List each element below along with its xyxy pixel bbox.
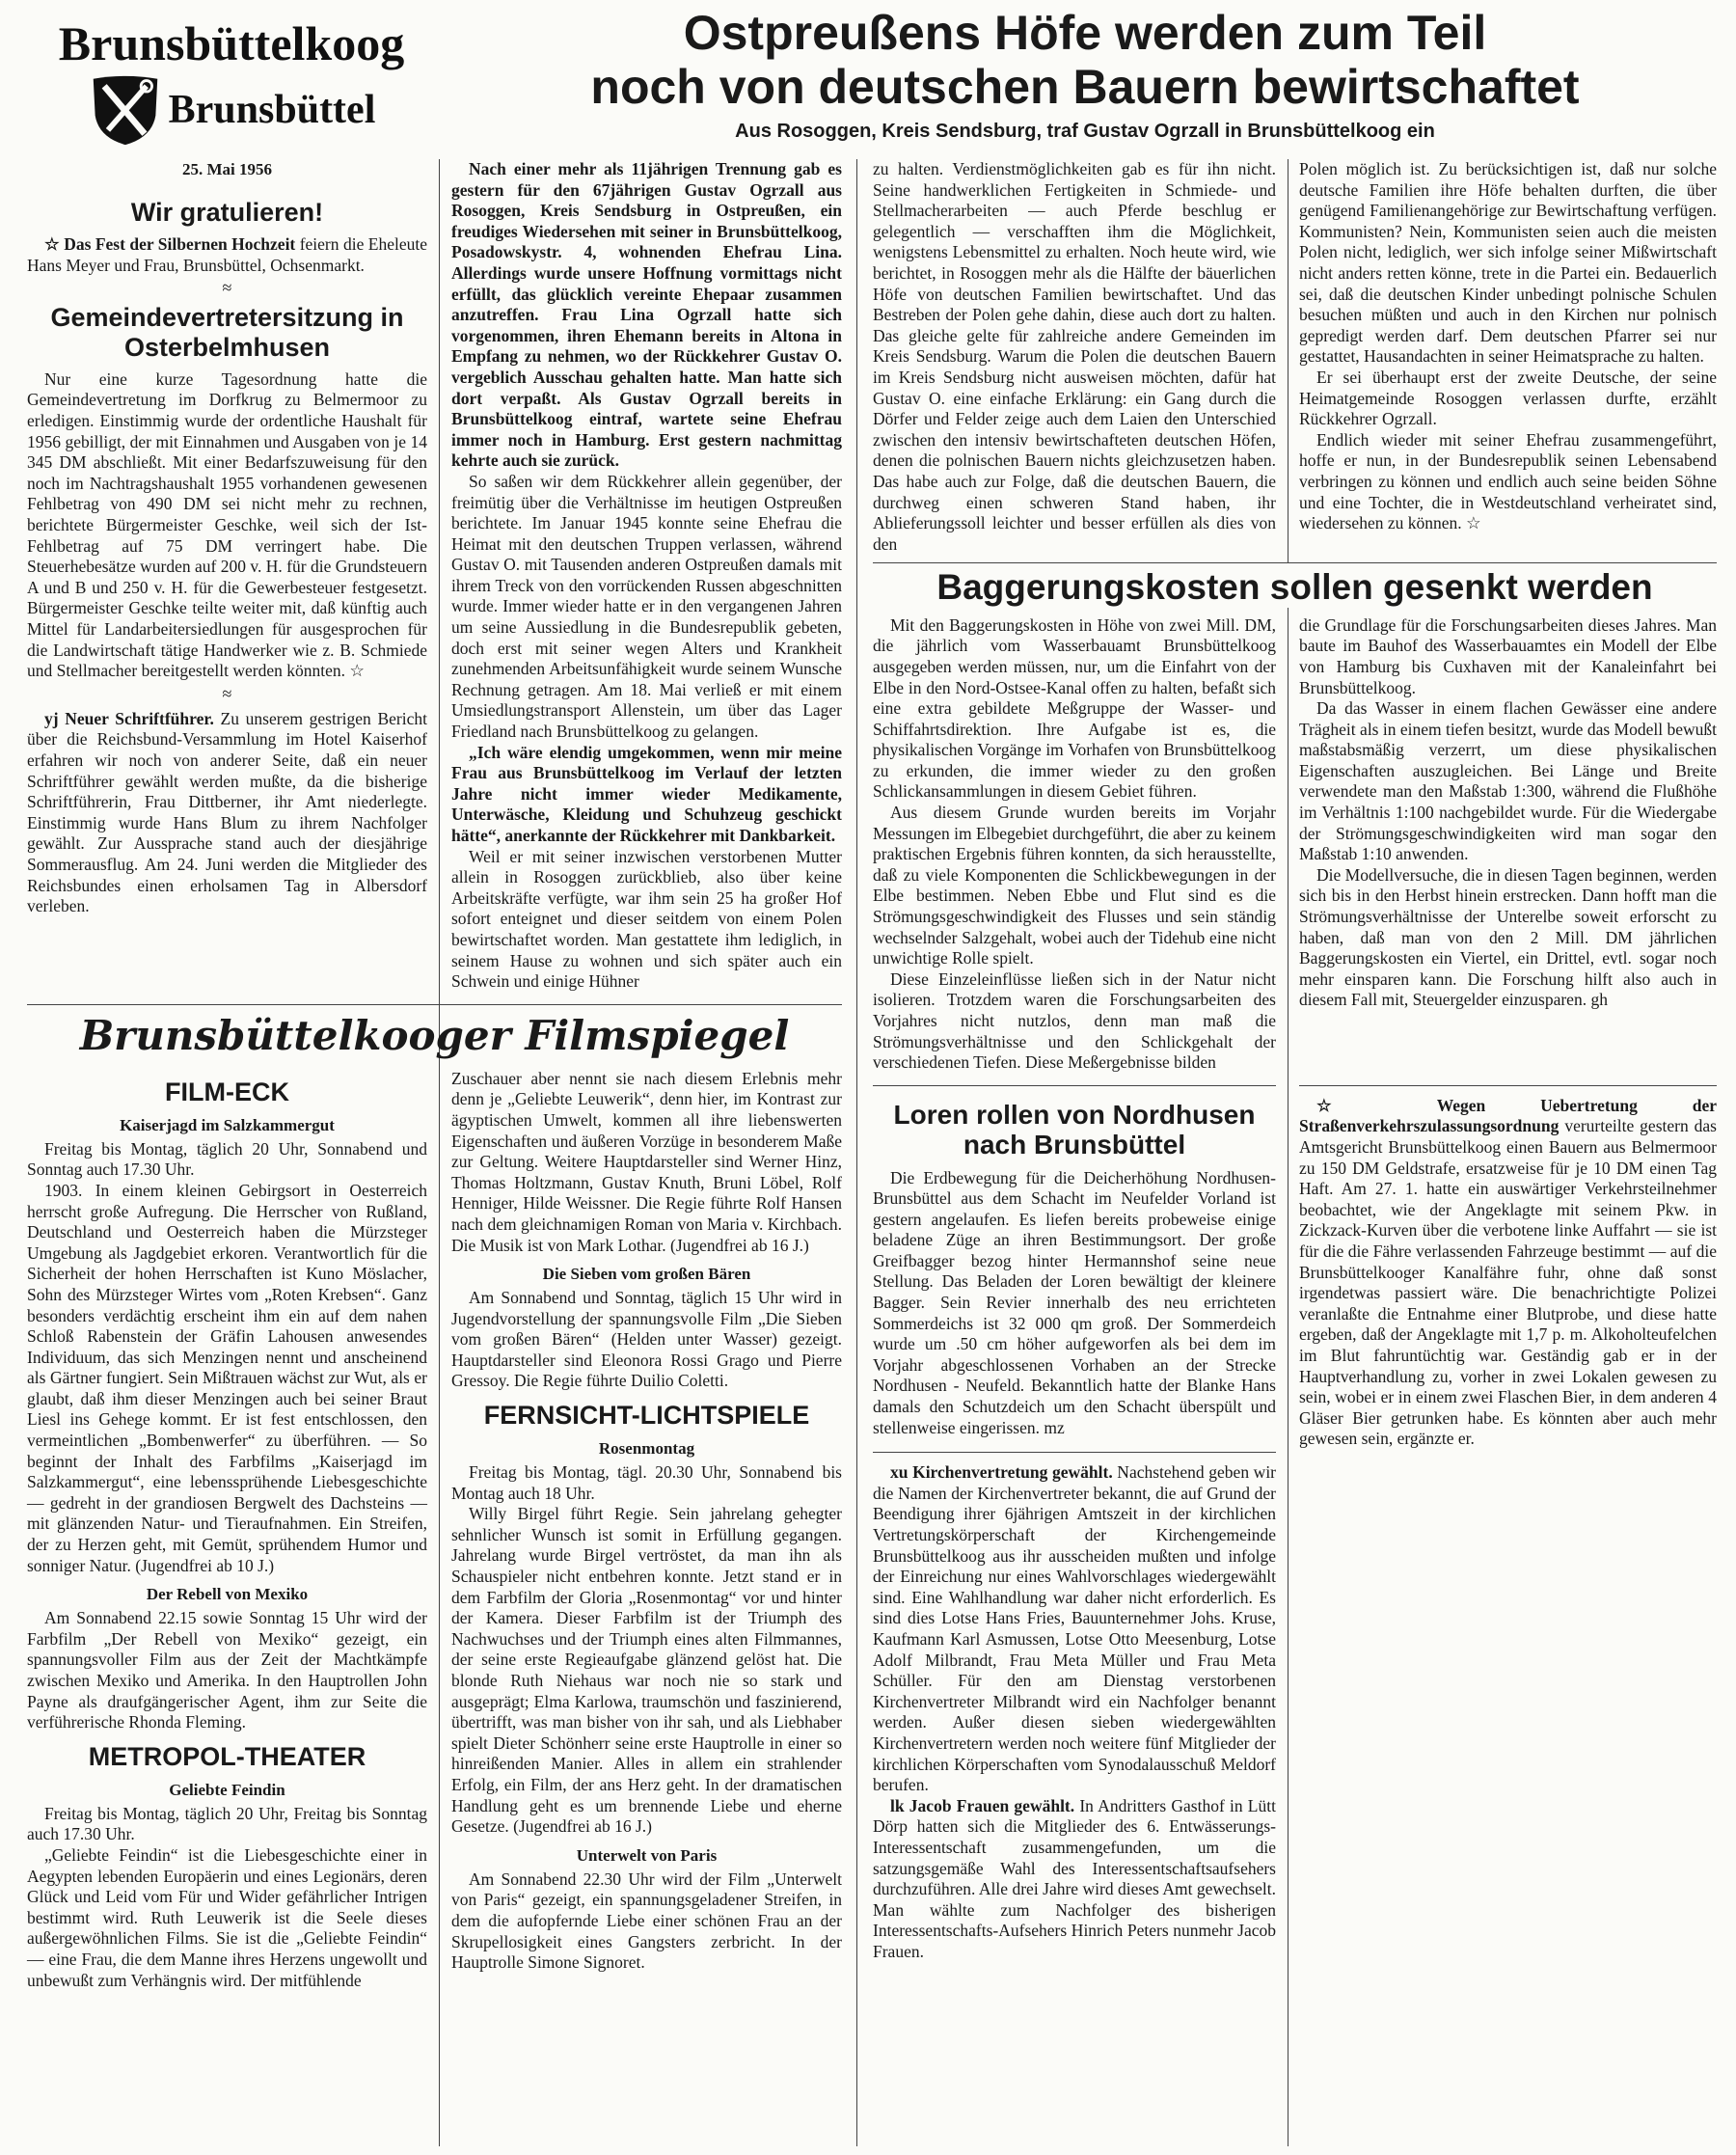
film-description: Am Sonnabend 22.15 sowie Sonntag 15 Uhr wird der Farbfilm „Der Rebell von Mexiko“ gezeigt, ein spannungsvoller Film aus der Zeit der Machtkämpfe zwischen Mexiko und Amerika. In den Hauptrollen John Payne als draufgängerischer Agent, ihm zur Seite die verführerische Rhonda Fleming.: [27, 1608, 427, 1732]
film-description: Am Sonnabend 22.30 Uhr wird der Film „Unterwelt von Paris“ gezeigt, ein spannungsgeladener Streifen, in dem die aufopfernde Liebe einer schönen Frau an der Skrupellosigkeit eines Gangsters zerbricht. In der Hauptrolle Simone Signoret.: [451, 1869, 842, 1973]
masthead-line2: Brunsbüttel: [168, 88, 376, 132]
film-times: Freitag bis Montag, tägl. 20.30 Uhr, Sonnabend bis Montag auch 18 Uhr.: [451, 1462, 842, 1503]
kirche-text: xu Kirchenvertretung gewählt. Nachstehend geben wir die Namen der Kirchenvertreter bekannt, die auf Grund der Beendigung ihrer 6jährigen Amtszeit in der kirchlichen Vertretungskörperschaft der Kirchengemeinde Brunsbüttelkoog aus ihr ausscheiden mußten und infolge der Einreichung nur eines Wahlvorschlages wiedergewählt sind. Eine Wahlhandlung war daher nicht erforderlich. Es sind dies Lotse Hans Fries, Bauunternehmer Johs. Kruse, Kaufmann Karl Asmussen, Lotse Otto Meesenburg, Lotse Adolf Milbrandt, Frau Meta Müller und Frau Meta Schüller. Für den am Dienstag verstorbenen Kirchenvertreter Milbrandt wird ein Nachfolger benannt werden. Außer diesen sieben wiedergewählten Kirchenvertretern werden noch weitere fünf Mitglieder der kirchlichen Körperschaften vom Synodalausschuß Meldorf berufen.: [873, 1462, 1277, 1795]
headline-line2: noch von deutschen Bauern bewirtschaftet: [590, 60, 1580, 114]
column-rule: [856, 159, 857, 2146]
baggerung-paragraph: Aus diesem Grunde wurden bereits im Vorjahr Messungen im Elbegebiet durchgeführt, die aber zu keinem praktischen Ergebnis führen konnten, da sich herausstellte, daß zu viele Komponenten die Schlickbewegungen in der Elbe bestimmen. Neben Ebbe und Flut sind es die Strömungsgeschwindigkeit des Flusses und sein ständig wechselnder Salzgehalt, wobei auch der Tidehub eine nicht unwichtige Rolle spielt.: [873, 803, 1276, 968]
film-description: Am Sonnabend und Sonntag, täglich 15 Uhr wird in Jugendvorstellung der spannungsvolle Film „Die Sieben vom großen Bären“ (Helden unter Wasser) gezeigt. Hauptdarsteller sind Eleonora Rossi Grago und Pierre Gressoy. Die Regie führte Duilio Coletti.: [451, 1288, 842, 1391]
film-description: Willy Birgel führt Regie. Sein jahrelang gehegter sehnlicher Wunsch ist somit in Erfüllung gegangen. Jahrelang wurde Birgel vertröstet, da man ihn als Schauspieler nicht entbehren konnte. Jetzt stand er in dem Farbfilm der Gloria „Rosenmontag“ vor und hinter der Kamera. Dieser Farbfilm ist der Triumph des Nachwuchses und der Triumph eines alten Filmmannes, der seine erste Regieaufgabe glänzend gelöst hat. Die blonde Ruth Niehaus war noch nie so stark und ausgeprägt; Elma Karlowa, traumschön und faszinierend, übertrifft, was man bisher von ihr sah, und als Liebhaber spielt Dieter Schönherr seine erste Hauptrolle in einer so hinreißenden Manier. Alles in allem ein strahlender Erfolg, ein Film, der ans Herz geht. In der dramatischen Handlung geht es um brennende Liebe und eherne Gesetze. (Jugendfrei ab 16 J.): [451, 1504, 842, 1837]
ostpreussen-paragraph: Endlich wieder mit seiner Ehefrau zusammengeführt, hoffe er nun, in der Bundesrepublik seinen Lebensabend verbringen zu können und endlich auch seine beiden Söhne und eine Tochter, die in Westdeutschland verheiratet sind, wiedersehen zu können. ☆: [1299, 429, 1717, 533]
baggerung-col-a: [873, 615, 1276, 1074]
separator: ≈: [222, 278, 232, 298]
baggerung-col-b: [1299, 615, 1717, 1011]
gratulieren-text: ☆ Das Fest der Silbernen Hochzeit feiern die Eheleute Hans Meyer und Frau, Brunsbüttel, Ochsenmarkt.: [27, 234, 427, 275]
main-headline-block: [453, 6, 1717, 143]
headline-subhead: Aus Rosoggen, Kreis Sendsburg, traf Gustav Ogrzall in Brunsbüttelkoog ein: [735, 121, 1435, 142]
baggerung-paragraph: Da das Wasser in einem flachen Gewässer eine andere Trägheit als in einem tiefen besitzt, wurde das Modell bewußt maßstabsmäßig verzerrt, um diese physikalischen Eigenschaften auszugleichen. Bei Länge und Breite verwendete man den Maßstab 1:300, während die Flußhöhe im Verhältnis 1:100 nachgebildet wurde. Für die Wiedergabe der Strömungsgeschwindigkeiten wird man sogar den Maßstab 1:10 anwenden.: [1299, 698, 1717, 864]
ostpreussen-paragraph: So saßen wir dem Rückkehrer allein gegenüber, der freimütig über die Verhältnisse im heutigen Ostpreußen berichtete. Im Januar 1945 konnte seine Ehefrau die Heimat mit den deutschen Truppen verlassen, während Gustav O. mit Tausenden anderen Ostpreußen damals mit ihrem Treck von den vorrückenden Russen abgeschnitten wurde. Immer wieder hatte er in den vergangenen Jahren um seine Aussiedlung in die Bundesrepublik gebeten, doch erst mit seiner wegen Alters und Krankheit zunehmenden Arbeitsunfähigkeit wurde seinem Wunsche Rechnung getragen. Am 18. Mai verließ er mit einem Umsiedlungstransport Allenstein, um über das Lager Friedland nach Brunsbüttelkoog zu gelangen.: [451, 471, 842, 742]
film-description: Zuschauer aber nennt sie nach diesem Erlebnis mehr denn je „Geliebte Leuwerik“, denn hier, im Kontrast zur ägyptischen Umwelt, kommen all ihre liebenswerten Eigenschaften und äußeren Vorzüge in besonderem Maße zur Geltung. Weitere Hauptdarsteller sind Werner Hinz, Thomas Holtzmann, Gustav Knuth, Bruni Löbel, Rolf Henniger, Hilde Weissner. Die Regie führte Rolf Hansen nach dem gleichnamigen Roman von Maria v. Kirchbach. Die Musik ist von Mark Lothar. (Jugendfrei ab 16 J.): [451, 1068, 842, 1255]
film-times: Freitag bis Montag, täglich 20 Uhr, Freitag bis Sonntag auch 17.30 Uhr.: [27, 1803, 427, 1844]
film-title: Unterwelt von Paris: [576, 1845, 718, 1865]
frauen-text: lk Jacob Frauen gewählt. In Andritters Gasthof in Lütt Dörp hatten sich die Mitglieder des 6. Entwässerungs-Interessentschaft zusammengefunden, um die satzungsgemäße Wahl des Interessentschaftsaufsehers durchzuführen. Alle drei Jahre wird dieses Amt gewechselt. Man wählte zum Nachfolger des bisherigen Interessentschafts-Aufsehers Hinrich Peters nunmehr Jacob Frauen.: [873, 1795, 1276, 1961]
masthead: [39, 15, 424, 147]
main-headline: [453, 6, 1717, 114]
column-4-bottom: [1299, 1085, 1717, 1450]
issue-date: 25. Mai 1956: [181, 160, 273, 178]
verkehr-text: ☆ Wegen Uebertretung der Straßenverkehrszulassungsordnung verurteilte gestern das Amtsgericht Brunsbüttelkoog einen Bauern aus Belmermoor zu 150 DM Geldstrafe, ersatzweise für je 10 DM einen Tag Haft. Am 27. 1. hatte ein auswärtiger Verkehrsteilnehmer beobachtet, wie der Angeklagte mit seinem Pkw. in Zickzack-Kurven über die verbotene linke Auffahrt — sie ist für die die Fähre verlassenden Fahrzeuge bestimmt — auf die Brunsbüttelkooger Kanalfähre fuhr, ohne daß sonst irgendetwas passiert wäre. Die benachrichtigte Polizei veranlaßte die Entnahme einer Blutprobe, und diese hatte ergeben, daß der Angeklagte mit 1,7 p. m. Alkoholteufelchen im Blut fahruntüchtig war. Geständig gab er in der Hauptverhandlung zu, vorher in zwei Lokalen gewesen zu sein, wobei er in einem zwei Flaschen Bier, in dem anderen 4 Gläser Bier getrunken habe. Es könnten aber auch mehr gewesen sein, ergänzte er.: [1299, 1095, 1717, 1449]
film-description: „Geliebte Feindin“ ist die Liebesgeschichte einer in Aegypten lebenden Europäerin und eines Legionärs, deren Glück und Leid vom Für und Wider gefährlicher Intrigen bestimmt wird. Ruth Leuwerik ist die Seele dieses außergewöhnlichen Films. Sie ist die „Geliebte Feindin“ — eine Frau, die dem Manne ihres Herzens ungewollt und unbewußt zum Verhängnis wird. Der mitfühlende: [27, 1844, 427, 1990]
film-times: Freitag bis Montag, täglich 20 Uhr, Sonnabend und Sonntag auch 17.30 Uhr.: [27, 1138, 427, 1180]
baggerung-paragraph: Diese Einzeleinflüsse ließen sich in der Natur nicht isolieren. Trotzdem waren die Forschungsarbeiten des Vorjahres nicht nutzlos, denn man maß die Strömungsverhältnisse und den Schlickgehalt der verschiedenen Tiefen. Diese Meßergebnisse bilden: [873, 968, 1276, 1073]
ostpreussen-paragraph: zu halten. Verdienstmöglichkeiten gab es für ihn nicht. Seine handwerklichen Fertigkeiten in Schmiede- und Stellmacherarbeiten — auch Pferde beschlug er gelegentlich — verschafften ihm die Möglichkeit, wenigstens Lebensmittel zu erhalten. Noch heute wird, wie berichtet, in Rosoggen mehr als die Hälfte der bäuerlichen Höfe von deutschen Familien bewirtschaftet. Und das Bestreben der Polen gehe dahin, diese auch dort zu halten. Das gleiche gelte für zahlreiche andere Gemeinden im Kreis Sendsburg. Warum die Polen die deutschen Bauern im Kreis Sendsburg nicht ausweisen möchten, dafür hat Gustav O. eine einfache Erklärung: ein Gang durch die Dörfer und Felder zeige auch dem Laien den Unterschied zwischen den intensiv bewirtschafteten deutschen Höfen, denen die polnischen Bauern nichts gleichzusetzen haben. Das habe auch zur Folge, daß die deutschen Bauern, die durchweg einen schweren Stand haben, ihr Ablieferungssoll leichter und besser erfüllen als dies von den: [873, 159, 1276, 554]
film-title: Rosenmontag: [598, 1439, 695, 1459]
film-title: Die Sieben vom großen Bären: [542, 1265, 751, 1284]
right-bottom-row: [873, 1085, 1717, 1963]
headline-line1: Ostpreußens Höfe werden zum Teil: [683, 6, 1487, 60]
coat-of-arms-icon: [88, 73, 163, 147]
theater-name: FERNSICHT-LICHTSPIELE: [483, 1401, 810, 1431]
masthead-line1: Brunsbüttelkoog: [58, 16, 405, 70]
section-rule: [873, 562, 1717, 607]
ostpreussen-quote: „Ich wäre elendig umgekommen, wenn mir meine Frau aus Brunsbüttelkoog im Verlauf der letzten Jahre nicht immer wieder Medikamente, Unterwäsche, Kleidung und Schuhzeug geschickt hätte“, anerkannte der Rückkehrer mit Dankbarkeit.: [451, 742, 842, 845]
ostpreussen-paragraph: Polen möglich ist. Zu berücksichtigen ist, daß nur solche deutsche Familien ihre Höfe behalten durften, die über genügend Familienangehörige zur Bewirtschaftung verfügen. Kommunisten? Nein, Kommunisten seien auch die meisten Polen nicht, lediglich, wer sich infolge seiner Mißwirtschaft nicht anders retten könne, trete in die Partei ein. Bedauerlich sei, daß die deutschen Kinder unbedingt polnische Schulen besuchen müßten und auch in den Kirchen nur polnisch gepredigt werden darf. Dem deutschen Pfarrer sei nur gestattet, Hausandachten in seiner Heimatsprache zu halten.: [1299, 159, 1717, 367]
left-block: [27, 159, 842, 1991]
left-bottom-row: [27, 1069, 842, 1991]
theater-name: FILM-ECK: [165, 1077, 289, 1106]
film-title: Der Rebell von Mexiko: [146, 1585, 309, 1604]
right-top-row: [873, 159, 1717, 555]
column-1-top: [27, 159, 427, 917]
left-top-row: [27, 159, 842, 993]
column-4-top: [1299, 159, 1717, 534]
loren-heading: Loren rollen von Nordhusen nach Brunsbüttel: [893, 1099, 1256, 1160]
baggerung-heading: Baggerungskosten sollen gesenkt werden: [936, 567, 1653, 608]
film-description: 1903. In einem kleinen Gebirgsort in Oesterreich herrscht große Aufregung. Die Herrscher von Rußland, Deutschland und Oesterreich haben die Mürzsteger Umgebung als Jagdgebiet erkoren. Verantwortlich für die Sicherheit der hohen Herrschaften ist Kuno Möslacher, Sohn des Mürzsteger Wirtes vom „Roten Krebsen“. Ganz besonders verdächtig erscheint ihm ein auf dem nahen Schloß Rabenstein der Gräfin Lahousen anwesendes Individuum, das sich Menzingen nennt und anscheinend als Gärtner fungiert. Sein Mißtrauen wächst zur Wut, als er glaubt, daß ihm dieser Menzingen auch bei seiner Braut Liesl ins Gehege kommt. Er ist fest entschlossen, den vermeintlichen „Bombenwerfer“ zu überführen. — So beginnt der Inhalt des Farbfilms „Kaiserjagd im Salzkammergut“, eine lebenssprühende Liebesgeschichte — gedreht in der grandiosen Bergwelt des Dachsteins — mit glänzenden Natur- und Tieraufnahmen. Ein Streifen, der zu Herzen geht, mit Gemüt, sprühendem Humor und sonniger Natur. (Jugendfrei ab 10 J.): [27, 1180, 427, 1575]
schriftfuehrer-text: yj Neuer Schriftführer. Zu unserem gestrigen Bericht über die Reichsbund-Versammlung im Hotel Kaiserhof erfahren wir noch von anderer Seite, daß ein neuer Schriftführer gewählt werden mußte, da die bisherige Schriftführerin, Frau Dittberner, ihr Amt niederlegte. Einstimmig wurde Hans Blum zu ihrem Nachfolger gewählt. Zur Aussprache stand auch der diesjährige Sommerausflug. Am 24. Juni werden die Mitglieder des Reichsbundes einen erholsamen Tag in Albersdorf verleben.: [27, 708, 427, 916]
column-2-bottom: [451, 1069, 842, 1974]
column-3-top: [873, 159, 1276, 555]
section-rule: [873, 1452, 1276, 1453]
filmspiegel-heading: Brunsbüttelkooger Filmspiegel: [79, 1011, 790, 1059]
separator: ≈: [222, 683, 232, 703]
column-1-bottom: [27, 1069, 427, 1991]
section-rule: [27, 1004, 842, 1063]
right-block: [873, 159, 1717, 1962]
baggerung-row: [873, 615, 1717, 1074]
gemeinde-text: Nur eine kurze Tagesordnung hatte die Gemeindevertretung im Dorfkrug zu Belmermoor zu erledigen. Einstimmig wurde der ordentliche Haushalt für 1956 gebilligt, der mit Einnahmen und Ausgaben von je 14 345 DM abschließt. Mit einer Bedarfszuweisung für den noch im Nachtragshaushalt 1955 vorhandenen gewesenen Fehlbetrag von 490 DM sei nicht mehr zu rechnen, berichtete Bürgermeister Geschke, weil sich der Ist-Fehlbetrag auf 75 DM verringert habe. Die Steuerhebesätze wurden auf 200 v. H. für die Grundsteuern A und B und 250 v. H. für die Gewerbesteuer festgesetzt. Bürgermeister Geschke teilte weiter mit, daß künftig auch Mittel für Landarbeitersiedlungen für ausgesprochen für die Landwirtschaft tätige Handwerker wie z. B. Schmiede und Stellmacher bereitgestellt werden könnten. ☆: [27, 368, 427, 681]
column-3-bottom: [873, 1085, 1276, 1963]
ostpreussen-intro: Nach einer mehr als 11jährigen Trennung gab es gestern für den 67jährigen Gustav Ogrzall aus Rosoggen, Kreis Sendsburg in Ostpreußen, ein freudiges Wiedersehen mit seiner in Brunsbüttelkoog, Posadowskystr. 4, wohnenden Ehefrau Lina. Allerdings wurde unsere Hoffnung vormittags nicht erfüllt, das glücklich vereinte Ehepaar zusammen anzutreffen. Frau Lina Ogrzall hatte sich vorgenommen, ihren Ehemann bereits in Altona in Empfang zu nehmen, wo der Rückkehrer Gustav O. vergeblich Ausschau gehalten hatte. Man hatte sich dort verpaßt. Als Gustav Ogrzall bereits in Brunsbüttelkoog eintraf, wartete seine Ehefrau immer noch in Hamburg. Erst gestern nachmittag kehrte auch sie zurück.: [451, 159, 842, 471]
gratulieren-heading: Wir gratulieren!: [130, 198, 324, 227]
baggerung-paragraph: Die Modellversuche, die in diesen Tagen beginnen, werden sich bis in den Herbst hinein erstrecken. Dann hofft man die Strömungsverhältnisse der Unterelbe soweit erforscht zu haben, daß man von den 2 Mill. DM jährlichen Baggerungskosten ein Viertel, ein Drittel, evtl. sogar noch mehr einsparen kann. Die Forschung hilft also auch in diesem Fall mit, Steuergelder einzusparen. gh: [1299, 864, 1717, 1010]
film-title: Geliebte Feindin: [169, 1780, 285, 1799]
theater-name: METROPOL-THEATER: [88, 1741, 366, 1771]
gemeinde-heading: Gemeindevertretersitzung in Osterbelmhusen: [50, 303, 404, 362]
ostpreussen-paragraph: Weil er mit seiner inzwischen verstorbenen Mutter allein in Rosoggen zurückblieb, also über keine Arbeitskräfte verfügte, war ihm sein 25 ha großer Hof sofort enteignet und dieser seitdem von einem Polen bewirtschaftet worden. Man gestattete ihm lediglich, in seinem Hause zu wohnen und sich später auch ein Schwein und einige Hühner: [451, 846, 842, 992]
baggerung-paragraph: die Grundlage für die Forschungsarbeiten dieses Jahres. Man baute im Bauhof des Wasserbauamtes ein Modell der Elbe von Hamburg bis Cuxhaven mit der Kanaleinfahrt bei Brunsbüttelkoog.: [1299, 614, 1717, 697]
column-2-top: [451, 159, 842, 993]
ostpreussen-paragraph: Er sei überhaupt erst der zweite Deutsche, der seine Heimatgemeinde Rosoggen verlassen durfte, erzählt Rückkehrer Ogrzall.: [1299, 367, 1717, 429]
film-title: Kaiserjagd im Salzkammergut: [120, 1115, 335, 1134]
baggerung-paragraph: Mit den Baggerungskosten in Höhe von zwei Mill. DM, die jährlich vom Wasserbauamt Brunsbüttelkoog ausgegeben werden müssen, nur, um die Einfahrt von der Elbe in den Nord-Ostsee-Kanal offen zu halten, befaßt sich eine extra gebildete Meßgruppe der Wasser- und Schiffahrtsdirektion. Ihre Aufgabe ist es, die physikalischen Vorgänge im Vorhafen von Brunsbüttelkoog zu erkunden, die immer wieder zu den großen Schlickansammlungen in diesem Gebiet führen.: [873, 614, 1276, 802]
loren-text: Die Erdbewegung für die Deicherhöhung Nordhusen-Brunsbüttel aus dem Schacht im Neufelder Vorland ist gestern angelaufen. Es liefen bereits probeweise einige beladene Züge an ihren Bestimmungsort. Der große Greifbagger bezog hinter Hermannshof seine neue Stellung. Das Beladen der Loren bewältigt der kleinere Bagger. Sein Revier innerhalb des neu errichteten Sommerdeichs ist 32 000 qm groß. Der Sommerdeich wurde um .50 cm höher aufgeworfen als bei dem im Vorjahr abgeschlossenen Vorhaben an der Strecke Nordhusen - Neufeld. Bekanntlich hatte der Blanke Hans damals den Schutzdeich um den Schacht überspült und stellenweise eingerissen. mz: [873, 1167, 1276, 1437]
